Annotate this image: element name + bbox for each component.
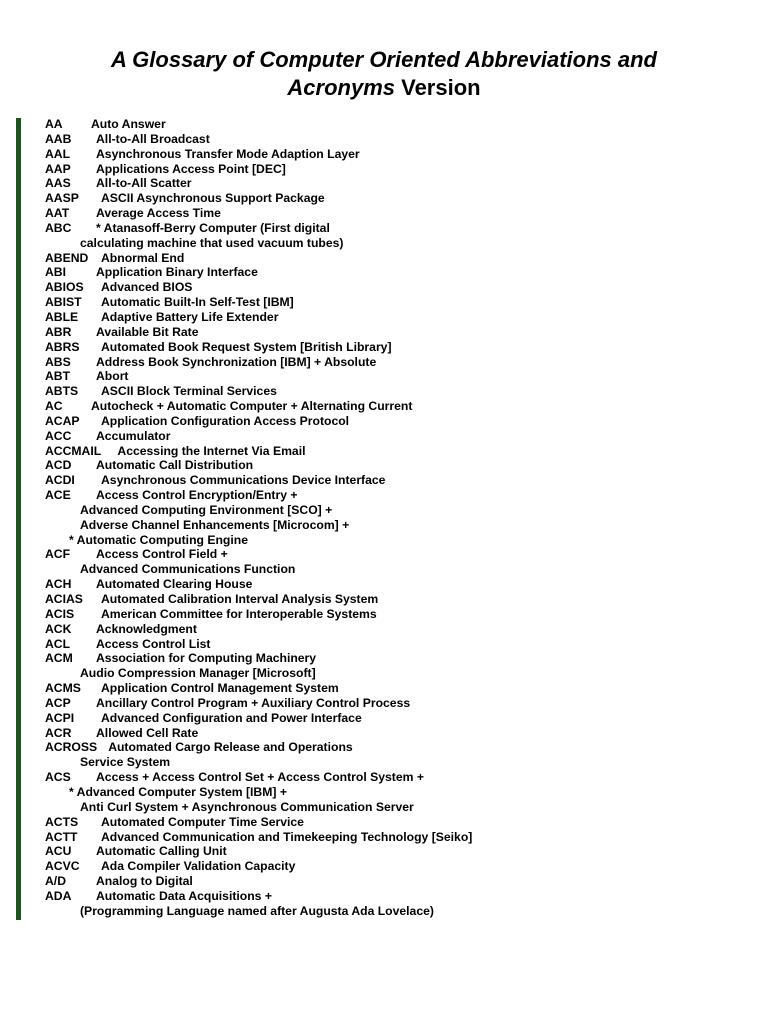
glossary-entry — [45, 429, 745, 444]
entry-definition: Application Configuration Access Protocol — [101, 413, 350, 428]
entry-abbreviation: ACF — [45, 547, 71, 562]
glossary-entry — [45, 696, 745, 711]
glossary-entry — [45, 770, 745, 785]
entry-abbreviation: ABI — [45, 265, 66, 280]
entry-abbreviation: ACIS — [45, 606, 75, 621]
entry-continuation: calculating machine that used vacuum tubes) — [80, 235, 344, 250]
entry-abbreviation: ADA — [45, 888, 72, 903]
title-line-2-rest: Version — [395, 75, 481, 100]
entry-abbreviation: AC — [45, 399, 63, 414]
entry-definition: Abort — [96, 369, 129, 384]
entry-abbreviation: AAP — [45, 161, 71, 176]
entry-abbreviation: ABT — [45, 369, 71, 384]
entry-definition: Access + Access Control Set + Access Control System + — [96, 770, 424, 785]
entry-abbreviation: ABEND — [45, 250, 89, 265]
entry-definition: All-to-All Broadcast — [96, 131, 210, 146]
entry-abbreviation: ACC — [45, 428, 72, 443]
glossary-entry — [45, 622, 745, 637]
entry-definition: Ancillary Control Program + Auxiliary Control Process — [96, 695, 411, 710]
glossary-entry — [45, 874, 745, 889]
title-line-1: A Glossary of Computer Oriented Abbreviations and — [110, 47, 657, 72]
glossary-entry — [45, 711, 745, 726]
glossary-entry — [45, 191, 745, 206]
glossary-entry — [45, 607, 745, 622]
glossary-entry — [45, 844, 745, 859]
title-line-2 — [0, 74, 768, 102]
entry-abbreviation: ACS — [45, 770, 71, 785]
entry-definition: ASCII Block Terminal Services — [101, 384, 277, 399]
entry-definition: * Atanasoff-Berry Computer (First digital — [96, 220, 330, 235]
entry-abbreviation: ABS — [45, 354, 71, 369]
entry-definition: Applications Access Point [DEC] — [96, 161, 286, 176]
entry-abbreviation: ACROSS — [45, 740, 98, 755]
entry-abbreviation: ACL — [45, 636, 71, 651]
entry-continuation: (Programming Language named after Augusta Ada Lovelace) — [80, 903, 434, 918]
entry-abbreviation: ACP — [45, 695, 71, 710]
glossary-entry — [45, 488, 745, 503]
glossary-entry — [45, 206, 745, 221]
entry-definition: American Committee for Interoperable Systems — [101, 606, 377, 621]
glossary-entry — [45, 280, 745, 295]
entry-abbreviation: ABLE — [45, 309, 79, 324]
glossary-entry — [45, 414, 745, 429]
entry-definition: Automatic Data Acquisitions + — [96, 888, 272, 903]
entry-definition: Asynchronous Communications Device Interface — [101, 473, 386, 488]
entry-abbreviation: ACU — [45, 844, 72, 859]
entry-definition: Autocheck + Automatic Computer + Alternating Current — [91, 399, 413, 414]
entry-definition: Automated Computer Time Service — [101, 814, 304, 829]
glossary-entry — [45, 399, 745, 414]
entry-definition: Auto Answer — [91, 117, 166, 131]
glossary-entry — [45, 473, 745, 488]
entry-definition: All-to-All Scatter — [96, 176, 192, 191]
glossary-entry — [45, 325, 745, 340]
entry-definition: Advanced Communication and Timekeeping Technology [Seiko] — [101, 829, 473, 844]
entry-abbreviation: ACM — [45, 651, 73, 666]
entry-definition: Available Bit Rate — [96, 324, 199, 339]
entry-definition: ASCII Asynchronous Support Package — [101, 191, 325, 206]
entry-abbreviation: ACK — [45, 621, 72, 636]
entry-definition: Advanced BIOS — [101, 280, 193, 295]
glossary-entry — [45, 889, 745, 904]
entry-continuation: Audio Compression Manager [Microsoft] — [80, 666, 316, 681]
entry-definition: Allowed Cell Rate — [96, 725, 199, 740]
glossary-entry — [45, 592, 745, 607]
glossary-entry — [45, 221, 745, 236]
entry-continuation: * Automatic Computing Engine — [69, 532, 248, 547]
entry-continuation: * Advanced Computer System [IBM] + — [69, 784, 287, 799]
entry-definition: Adaptive Battery Life Extender — [101, 309, 279, 324]
entry-definition: Automatic Calling Unit — [96, 844, 227, 859]
glossary-entry — [45, 295, 745, 310]
glossary-entry — [45, 458, 745, 473]
glossary-entry — [45, 384, 745, 399]
entry-abbreviation: ACDI — [45, 473, 75, 488]
entry-definition: Automatic Call Distribution — [96, 458, 254, 473]
glossary-entry — [45, 637, 745, 652]
entry-continuation: Service System — [80, 755, 171, 770]
glossary-entry — [45, 830, 745, 845]
entry-definition: Advanced Configuration and Power Interface — [101, 710, 362, 725]
entry-definition: Automated Calibration Interval Analysis System — [101, 592, 379, 606]
entry-abbreviation: ABC — [45, 220, 72, 235]
entry-continuation: Advanced Computing Environment [SCO] + — [80, 502, 333, 517]
entry-continuation: Advanced Communications Function — [80, 562, 296, 577]
entry-definition: Accessing the Internet Via Email — [117, 443, 306, 458]
glossary-entry — [45, 681, 745, 696]
entry-abbreviation: ACPI — [45, 710, 75, 725]
glossary-entry — [45, 726, 745, 741]
entry-abbreviation: ABR — [45, 324, 72, 339]
glossary-list — [45, 117, 745, 919]
entry-definition: Automated Book Request System [British Library] — [101, 339, 392, 354]
glossary-entry — [45, 369, 745, 384]
glossary-entry — [45, 355, 745, 370]
glossary-entry — [45, 176, 745, 191]
entry-definition: Automated Clearing House — [96, 577, 253, 592]
entry-abbreviation: ACVC — [45, 859, 80, 874]
entry-abbreviation: ACTS — [45, 814, 79, 829]
entry-definition: Ada Compiler Validation Capacity — [101, 859, 296, 874]
entry-definition: Application Binary Interface — [96, 265, 258, 280]
entry-definition: Acknowledgment — [96, 621, 197, 636]
left-accent-bar — [16, 118, 21, 920]
entry-definition: Average Access Time — [96, 206, 221, 221]
entry-abbreviation: AAT — [45, 206, 70, 221]
entry-abbreviation: AAL — [45, 146, 71, 161]
entry-abbreviation: AASP — [45, 191, 79, 206]
entry-definition: Application Control Management System — [101, 681, 339, 696]
entry-abbreviation: ACMS — [45, 681, 81, 696]
entry-abbreviation: ABRS — [45, 339, 80, 354]
entry-definition: Abnormal End — [101, 250, 185, 265]
entry-abbreviation: ABTS — [45, 384, 79, 399]
glossary-entry — [45, 740, 745, 755]
glossary-entry — [45, 815, 745, 830]
entry-abbreviation: ACCMAIL — [45, 443, 102, 458]
entry-definition: Access Control Encryption/Entry + — [96, 488, 298, 503]
glossary-entry — [45, 577, 745, 592]
entry-abbreviation: ACAP — [45, 413, 80, 428]
entry-abbreviation: ACD — [45, 458, 72, 473]
glossary-entry — [45, 340, 745, 355]
title-line-2-italic: Acronyms — [287, 75, 395, 100]
entry-abbreviation: ACIAS — [45, 592, 83, 606]
entry-definition: Automatic Built-In Self-Test [IBM] — [101, 295, 294, 310]
entry-definition: Address Book Synchronization [IBM] + Absolute — [96, 354, 377, 369]
entry-definition: Analog to Digital — [96, 874, 193, 889]
document-title — [0, 46, 768, 102]
entry-abbreviation: ACR — [45, 725, 72, 740]
glossary-entry — [45, 310, 745, 325]
entry-abbreviation: ACTT — [45, 829, 78, 844]
entry-abbreviation: ACH — [45, 577, 72, 592]
entry-abbreviation: A/D — [45, 874, 66, 889]
glossary-entry — [45, 132, 745, 147]
glossary-entry — [45, 251, 745, 266]
glossary-entry — [45, 147, 745, 162]
entry-definition: Asynchronous Transfer Mode Adaption Layer — [96, 146, 360, 161]
entry-continuation: Adverse Channel Enhancements [Microcom] + — [80, 517, 350, 532]
entry-definition: Access Control List — [96, 636, 211, 651]
glossary-entry — [45, 444, 745, 459]
glossary-entry — [45, 265, 745, 280]
entry-abbreviation: ACE — [45, 488, 71, 503]
glossary-entry — [45, 651, 745, 666]
entry-definition: Access Control Field + — [96, 547, 228, 562]
entry-definition: Accumulator — [96, 428, 171, 443]
entry-continuation: Anti Curl System + Asynchronous Communication Server — [80, 799, 414, 814]
entry-abbreviation: AA — [45, 117, 63, 131]
entry-definition: Association for Computing Machinery — [96, 651, 317, 666]
glossary-entry — [45, 547, 745, 562]
glossary-entry — [45, 117, 745, 132]
glossary-entry — [45, 162, 745, 177]
entry-definition: Automated Cargo Release and Operations — [108, 740, 353, 755]
entry-abbreviation: AAS — [45, 176, 71, 191]
entry-abbreviation: AAB — [45, 131, 72, 146]
glossary-entry — [45, 859, 745, 874]
entry-abbreviation: ABIST — [45, 295, 82, 310]
entry-abbreviation: ABIOS — [45, 280, 84, 295]
